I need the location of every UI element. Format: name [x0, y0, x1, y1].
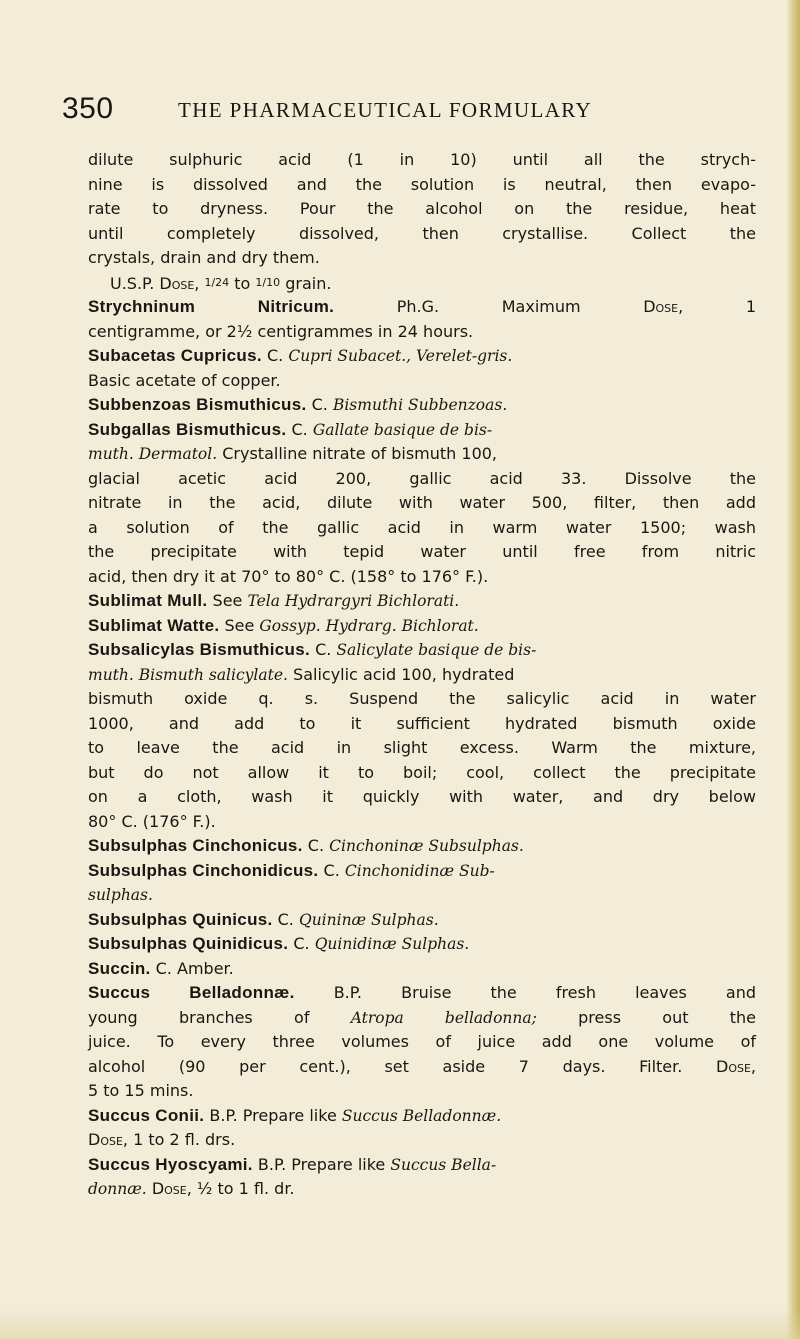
text-fragment: grain.	[285, 273, 332, 293]
dose-label: Dose,	[88, 1130, 128, 1149]
italic-synonym: Quininæ Sulphas.	[298, 910, 439, 929]
text-fragment: C.	[277, 909, 294, 929]
text-fragment: C.	[266, 346, 284, 365]
text-fragment: C.	[307, 836, 325, 855]
pharmacopoeia-abbrev: U.S.P.	[110, 273, 155, 293]
text-line: crystals, drain and dry them.	[88, 248, 320, 267]
italic-cross-reference: Tela Hydrargyri Bichlorati.	[247, 592, 460, 610]
text-line	[88, 1128, 756, 1153]
entry-heading: Subsalicylas Bismuthicus.	[88, 640, 310, 659]
text-line: the precipitate with tepid water until free from nitric	[88, 542, 756, 561]
text-fragment: See	[212, 591, 243, 610]
entry-succus-belladonnae	[88, 981, 756, 1006]
page-number: 350	[62, 92, 114, 125]
text-fragment: C. Amber.	[155, 958, 234, 978]
entry-succin	[88, 957, 756, 982]
fraction: 1/24	[204, 275, 230, 289]
italic-synonym: Gallate basique de bis-	[312, 420, 493, 439]
italic-synonym: Cupri Subacet., Verelet-gris.	[288, 347, 513, 365]
text-line: 5 to 15 mins.	[88, 1081, 194, 1100]
entry-succus-conii	[88, 1104, 756, 1129]
running-title: THE PHARMACEUTICAL FORMULARY	[178, 98, 593, 122]
entry-subsulphas-quinidicus	[88, 932, 756, 957]
text-line: on a cloth, wash it quickly with water, and dry below	[88, 787, 756, 806]
italic-cross-reference: Succus Bella-	[390, 1155, 497, 1174]
text-fragment: B.P. Bruise the fresh leaves and	[333, 983, 757, 1002]
text-fragment: Salicylic acid 100, hydrated	[293, 664, 515, 684]
text-fragment: ½ to 1 fl. dr.	[196, 1179, 295, 1198]
entry-heading: Sublimat Mull.	[88, 591, 208, 610]
italic-cross-reference: Gossyp. Hydrarg. Bichlorat.	[259, 616, 479, 635]
entry-heading: Subbenzoas Bismuthicus.	[88, 395, 307, 414]
text-fragment: Ph.G. Maximum	[396, 297, 581, 316]
text-line: 80° C. (176° F.).	[88, 811, 216, 831]
entry-subsalicylas-bismuthicus	[88, 638, 756, 663]
text-fragment: press out the	[578, 1007, 757, 1027]
text-fragment: alcohol (90 per cent.), set aside 7 days. Filter.	[88, 1056, 683, 1076]
text-fragment: Crystalline nitrate of bismuth 100,	[222, 444, 498, 463]
entry-heading: Subsulphas Quinicus.	[88, 909, 273, 929]
entry-sublimat-watte	[88, 614, 756, 639]
text-line	[88, 1177, 756, 1202]
entry-heading: Succus Conii.	[88, 1105, 205, 1125]
text-line: juice. To every three volumes of juice add one volume of	[88, 1032, 756, 1051]
italic-synonym: Cinchonidinæ Sub-	[344, 861, 495, 880]
italic-cross-reference: donnæ.	[88, 1180, 147, 1198]
text-line: to leave the acid in slight excess. Warm the mixture,	[88, 738, 756, 757]
entry-subgallas-bismuthicus	[88, 418, 756, 443]
fraction: 1/10	[255, 275, 281, 289]
text-line	[88, 663, 756, 688]
dose-label: Dose,	[159, 273, 200, 293]
text-line: dilute sulphuric acid (1 in 10) until all the strych-	[88, 150, 756, 169]
text-fragment: C.	[311, 395, 328, 414]
italic-synonym: Salicylate basique de bis-	[336, 641, 537, 659]
italic-synonym: sulphas.	[88, 886, 153, 904]
text-line: bismuth oxide q. s. Suspend the salicylic acid in water	[88, 689, 756, 708]
entry-subbenzoas-bismuthicus	[88, 393, 756, 418]
entry-heading: Subsulphas Cinchonidicus.	[88, 860, 319, 880]
text-line: rate to dryness. Pour the alcohol on the residue, heat	[88, 199, 756, 218]
text-line: 1000, and add to it sufficient hydrated bismuth oxide	[88, 713, 756, 733]
text-line: but do not allow it to boil; cool, collect the precipitate	[88, 762, 756, 782]
text-fragment: B.P. Prepare like	[257, 1154, 386, 1174]
text-line: centigramme, or 2½ centigrammes in 24 hours.	[88, 321, 474, 341]
entry-heading: Succus Hyoscyami.	[88, 1154, 253, 1174]
entry-heading: Succin.	[88, 958, 151, 978]
text-fragment: C.	[293, 934, 310, 953]
text-line: nitrate in the acid, dilute with water 500, filter, then add	[88, 493, 756, 512]
text-fragment: 1	[745, 297, 757, 316]
entry-heading: Subsulphas Quinidicus.	[88, 934, 289, 953]
text-line: Basic acetate of copper.	[88, 370, 281, 390]
entry-heading: Subacetas Cupricus.	[88, 346, 262, 365]
entry-heading: Strychninum Nitricum.	[88, 297, 335, 316]
text-fragment: C.	[315, 640, 332, 659]
entry-sublimat-mull	[88, 589, 756, 614]
italic-cross-reference: Succus Belladonnæ.	[341, 1106, 502, 1125]
italic-synonym: Quinidinæ Sulphas.	[314, 935, 470, 953]
dose-label: Dose,	[643, 297, 684, 316]
text-fragment: C.	[323, 860, 340, 880]
dose-line	[88, 271, 756, 296]
text-fragment: See	[224, 615, 255, 635]
entry-subsulphas-cinchonicus	[88, 834, 756, 859]
text-line: acid, then dry it at 70° to 80° C. (158° to 176° F.).	[88, 566, 489, 586]
text-line: glacial acetic acid 200, gallic acid 33. Dissolve the	[88, 468, 756, 488]
page-edge-shading	[786, 0, 800, 1339]
entry-heading: Succus Belladonnæ.	[88, 983, 295, 1002]
entry-subsulphas-quinicus	[88, 908, 756, 933]
italic-synonym: muth. Dermatol.	[88, 445, 218, 463]
page-bottom-shading	[0, 1309, 800, 1339]
text-line	[88, 1006, 756, 1031]
dose-label: Dose,	[716, 1056, 757, 1076]
italic-synonym: muth. Bismuth salicylate.	[88, 665, 288, 684]
text-line: a solution of the gallic acid in warm water 1500; wash	[88, 517, 756, 537]
italic-synonym: Cinchoninæ Subsulphas.	[329, 837, 524, 855]
italic-species-name: Atropa belladonna;	[350, 1008, 537, 1027]
text-fragment: B.P. Prepare like	[209, 1105, 337, 1125]
entry-subsulphas-cinchonidicus	[88, 859, 756, 884]
entry-strychninum-nitricum	[88, 295, 756, 320]
text-fragment: 1 to 2 fl. drs.	[133, 1130, 236, 1149]
text-fragment: young branches of	[88, 1007, 310, 1027]
entry-heading: Subsulphas Cinchonicus.	[88, 836, 303, 855]
text-fragment: C.	[291, 419, 308, 439]
entry-succus-hyoscyami	[88, 1153, 756, 1178]
text-line: nine is dissolved and the solution is neutral, then evapo-	[88, 174, 756, 194]
text-line	[88, 442, 756, 467]
text-line	[88, 1055, 756, 1080]
dose-label: Dose,	[151, 1179, 192, 1198]
text-line: until completely dissolved, then crystallise. Collect the	[88, 223, 756, 243]
entry-heading: Sublimat Watte.	[88, 615, 220, 635]
entry-subacetas-cupricus	[88, 344, 756, 369]
running-head	[62, 92, 762, 126]
italic-synonym: Bismuthi Subbenzoas.	[332, 396, 508, 414]
text-fragment: to	[234, 273, 251, 293]
text-line	[88, 883, 756, 908]
body-text	[88, 148, 756, 1202]
entry-heading: Subgallas Bismuthicus.	[88, 419, 287, 439]
